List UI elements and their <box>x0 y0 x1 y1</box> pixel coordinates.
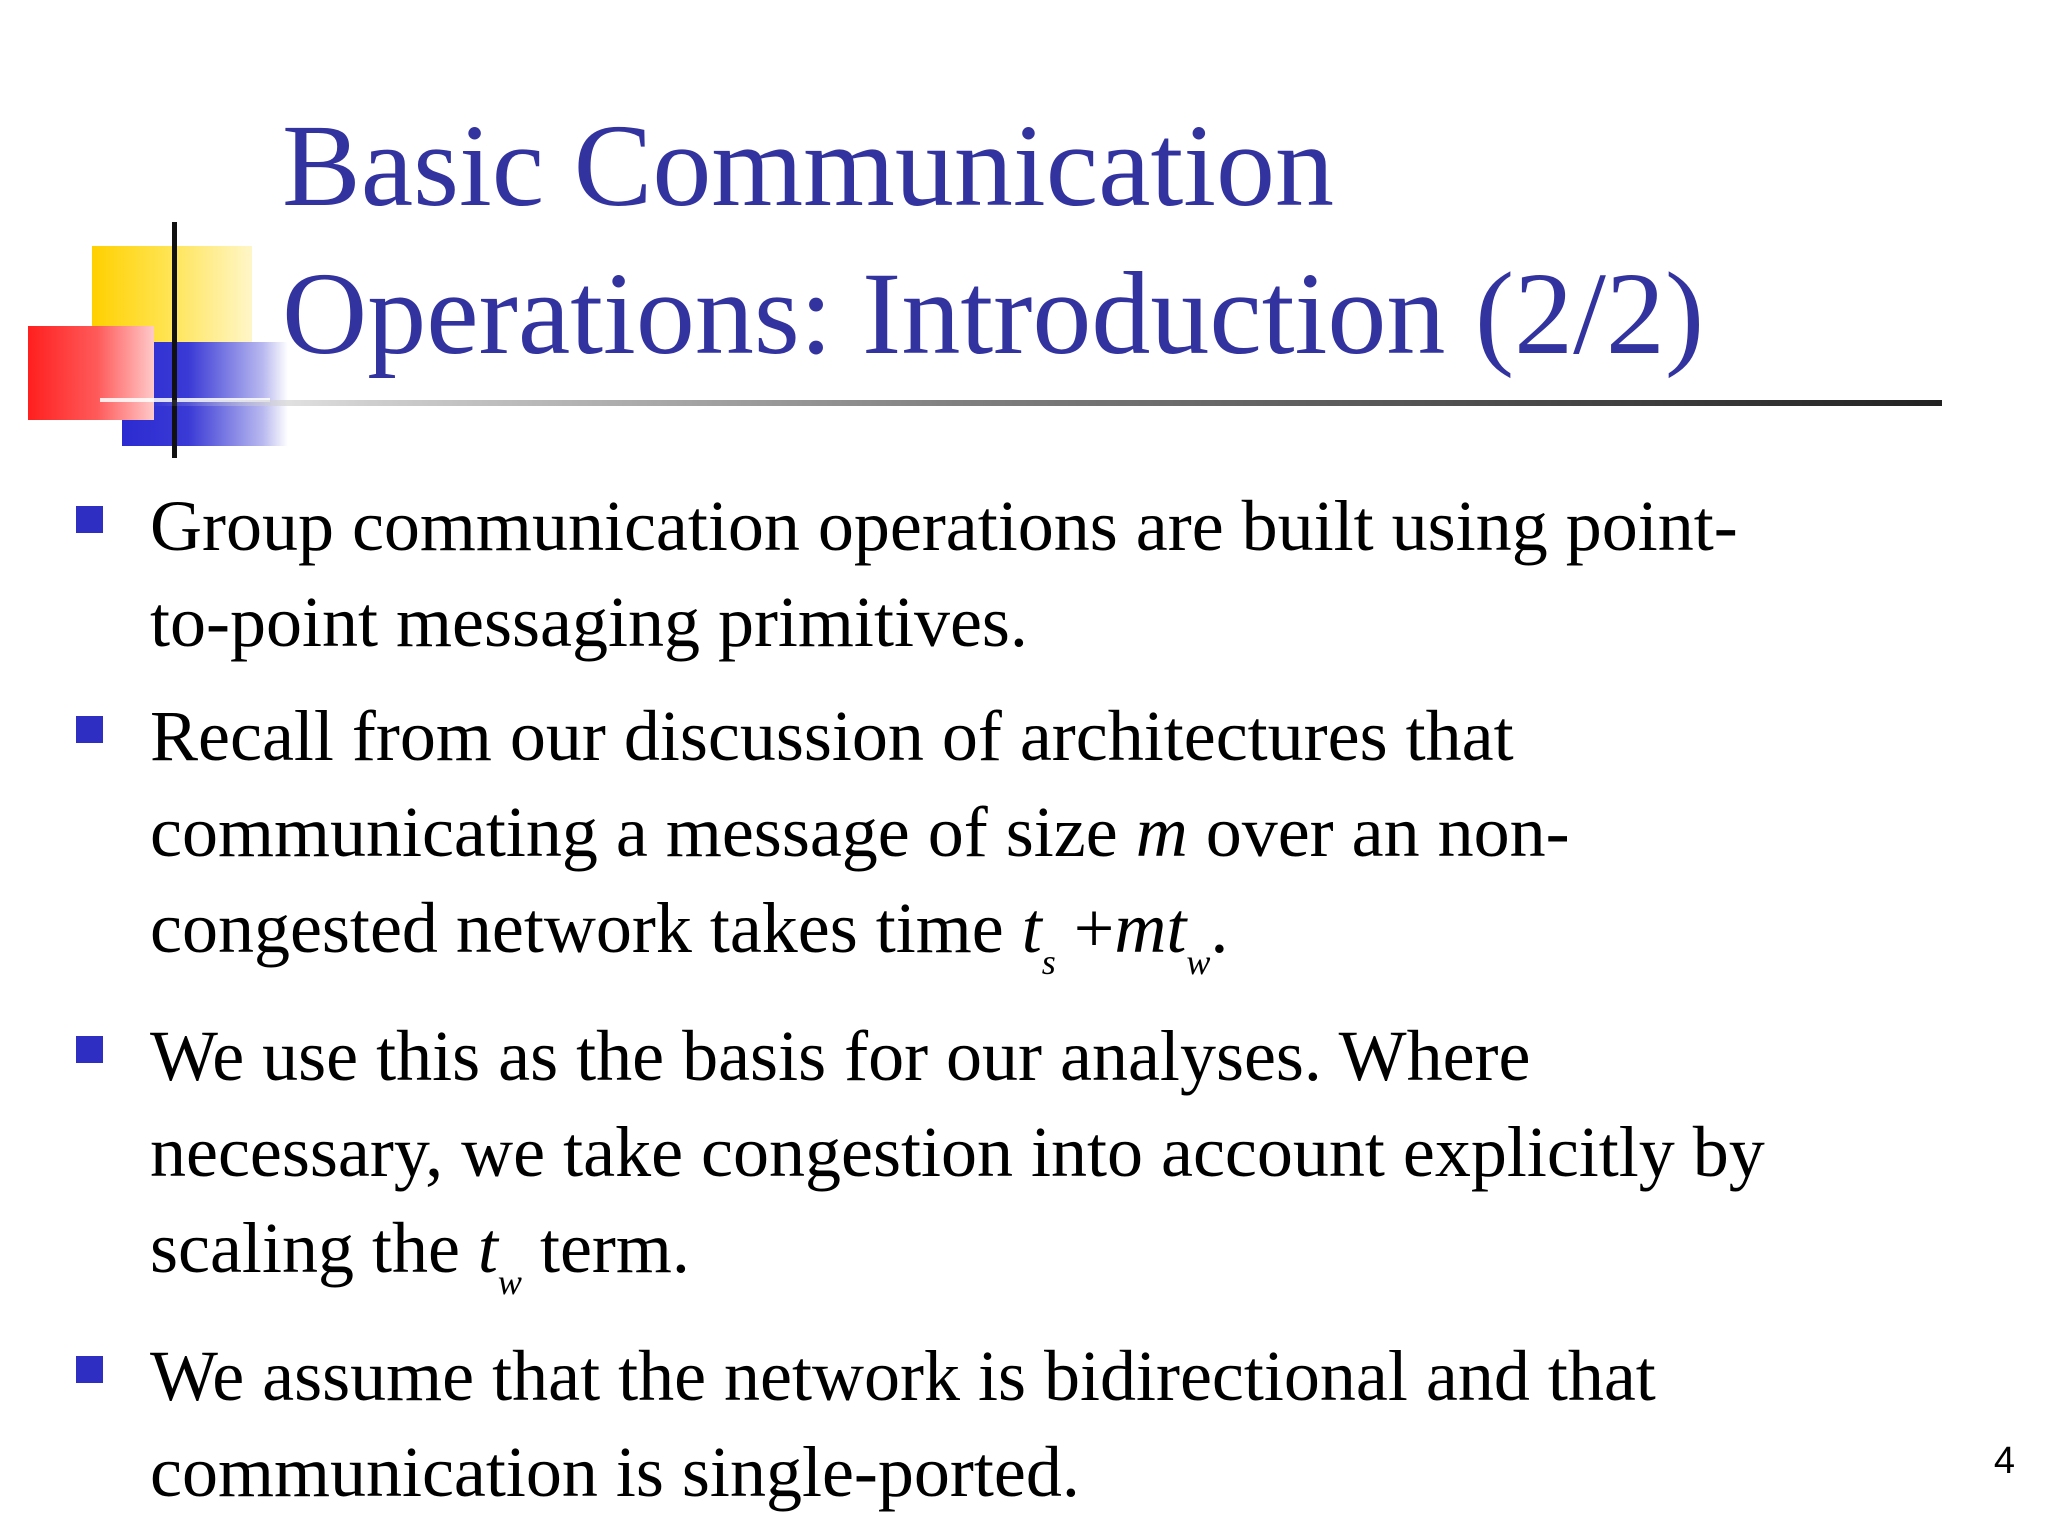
bullet-4-line-1: We assume that the network is bidirectional and that <box>150 1336 1656 1416</box>
variable-m: m <box>1135 792 1188 872</box>
bullet-3-line-3-start: scaling the <box>150 1208 478 1288</box>
bullet-text <box>150 1328 1970 1520</box>
subscript-w: w <box>497 1262 522 1302</box>
title-line-2: Operations: Introduction (2/2) <box>282 248 1705 379</box>
square-bullet-icon <box>76 716 103 743</box>
formula-period: . <box>1210 888 1229 968</box>
bullet-2-line-3 <box>150 880 1970 1010</box>
logo-vertical-line <box>172 222 177 458</box>
slide-title <box>282 92 1982 388</box>
bullet-3-line-2: necessary, we take congestion into account explicitly by <box>150 1112 1765 1192</box>
formula-subscript-s: s <box>1041 942 1056 982</box>
formula-subscript-w: w <box>1186 942 1211 982</box>
title-underline <box>150 400 1942 406</box>
bullet-1-line-2: to-point messaging primitives. <box>150 582 1028 662</box>
formula-m: m <box>1114 888 1167 968</box>
formula-plus: + <box>1055 888 1115 968</box>
variable-t: t <box>477 1208 498 1288</box>
square-bullet-icon <box>76 506 103 533</box>
bullet-4-line-2: communication is single-ported. <box>150 1432 1080 1512</box>
bullet-text <box>150 688 1970 1010</box>
bullet-3-line-3-end: term. <box>521 1208 690 1288</box>
square-bullet-icon <box>76 1036 103 1063</box>
bullet-2-line-2-end: over an non- <box>1187 792 1570 872</box>
bullet-2-line-2 <box>150 784 1970 880</box>
bullet-2-line-2-start: communicating a message of size <box>150 792 1136 872</box>
bullet-3-line-1: We use this as the basis for our analyses. Where <box>150 1016 1531 1096</box>
bullet-2-line-3-start: congested network takes time <box>150 888 1022 968</box>
square-bullet-icon <box>76 1356 103 1383</box>
bullet-text <box>150 1008 1970 1330</box>
bullet-item-2 <box>150 688 1970 1010</box>
bullet-item-4 <box>150 1328 1970 1520</box>
bullet-2-line-1: Recall from our discussion of architectures that <box>150 696 1514 776</box>
bullet-item-3 <box>150 1008 1970 1330</box>
bullet-3-line-3 <box>150 1200 1970 1330</box>
bullet-text <box>150 478 1970 670</box>
red-square <box>28 326 154 420</box>
formula-t-w: t <box>1166 888 1187 968</box>
formula-t: t <box>1021 888 1042 968</box>
title-line-1: Basic Communication <box>282 100 1335 231</box>
page-number: 4 <box>1993 1440 2015 1482</box>
bullet-item-1 <box>150 478 1970 670</box>
bullet-1-line-1: Group communication operations are built using point- <box>150 486 1738 566</box>
